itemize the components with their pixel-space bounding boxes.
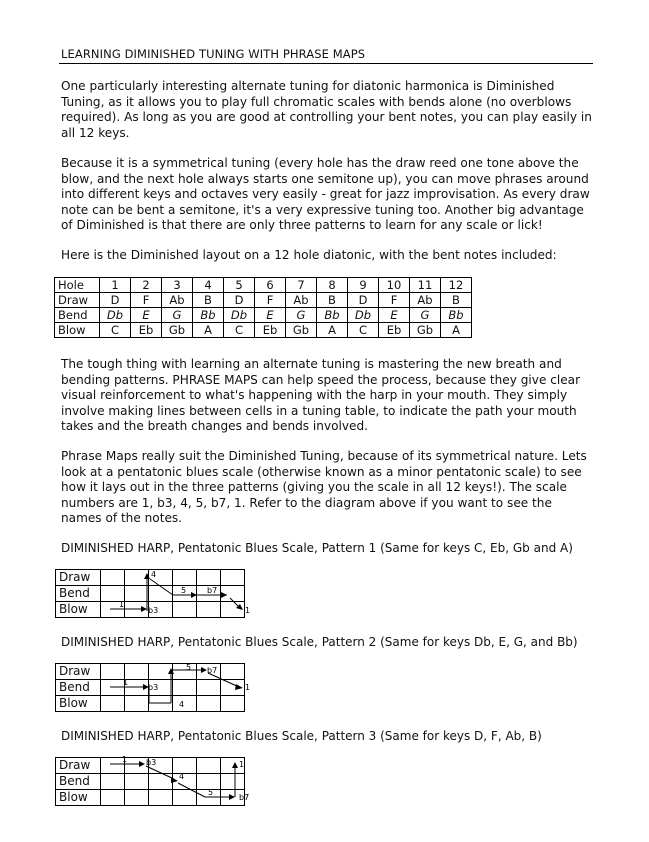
tuning-cell: 2: [131, 278, 162, 293]
tuning-cell: A: [317, 323, 348, 338]
map-2-label-d: 5: [186, 663, 192, 672]
tuning-row-bend: [55, 308, 472, 323]
map-row-label: Draw: [56, 570, 101, 586]
map-2-label-f: 1: [245, 683, 251, 692]
map-row-label: Blow: [56, 696, 101, 712]
tuning-cell: 10: [379, 278, 410, 293]
map-row-label: Draw: [56, 758, 101, 774]
tuning-cell: D: [348, 293, 379, 308]
phrase-map-1-path: [55, 569, 315, 619]
tuning-cell: D: [100, 293, 131, 308]
tuning-cell: C: [100, 323, 131, 338]
tuning-row-blow: [55, 323, 472, 338]
paragraph-phrase-maps: The tough thing with learning an alternate tuning is mastering the new breath and bending patterns. PHRASE MAPS can help speed the process, because they give clear visual reinforcement to what's happening with the harp in your mouth. They simply involve making lines between cells in a tuning table, to indicate the path your mouth takes and the breath changes and bends involved.: [61, 357, 581, 433]
tuning-cell: F: [379, 293, 410, 308]
tuning-row-label: Bend: [55, 308, 100, 323]
tuning-cell: D: [224, 293, 255, 308]
tuning-cell: 1: [100, 278, 131, 293]
tuning-row-label: Blow: [55, 323, 100, 338]
tuning-cell: 4: [193, 278, 224, 293]
tuning-cell: E: [379, 308, 410, 323]
tuning-cell: Bb: [193, 308, 224, 323]
map-1-label-f: 1: [245, 606, 251, 615]
paragraph-layout-intro: Here is the Diminished layout on a 12 hole diatonic, with the bent notes included:: [61, 248, 557, 262]
tuning-cell: Gb: [286, 323, 317, 338]
map-2-label-c: 4: [179, 700, 185, 709]
title-divider: [59, 63, 593, 64]
tuning-cell: Ab: [286, 293, 317, 308]
tuning-cell: Bb: [317, 308, 348, 323]
tuning-header-row: [55, 278, 472, 293]
phrase-map-2-path: [55, 663, 315, 713]
phrase-map-pattern-2: [55, 663, 251, 712]
map-1-label-e: b7: [207, 586, 218, 595]
tuning-cell: G: [410, 308, 441, 323]
tuning-cell: E: [255, 308, 286, 323]
map-2-label-a: 1: [123, 678, 129, 687]
tuning-cell: Db: [348, 308, 379, 323]
map-row-label: Bend: [56, 586, 101, 602]
tuning-cell: A: [193, 323, 224, 338]
map-3-label-d: 5: [208, 788, 214, 797]
phrase-map-pattern-1: [55, 569, 251, 618]
tuning-cell: 6: [255, 278, 286, 293]
map-1-label-a: 1: [119, 600, 125, 609]
map-1-label-b: b3: [148, 606, 159, 615]
map-3-label-e: b7: [239, 793, 250, 802]
tuning-cell: Bb: [441, 308, 472, 323]
tuning-cell: 7: [286, 278, 317, 293]
tuning-row-label: Hole: [55, 278, 100, 293]
tuning-row-draw: [55, 293, 472, 308]
map-row-label: Blow: [56, 790, 101, 806]
map-2-label-b: b3: [148, 683, 159, 692]
tuning-cell: F: [255, 293, 286, 308]
map-row-label: Bend: [56, 680, 101, 696]
tuning-cell: B: [441, 293, 472, 308]
tuning-cell: B: [317, 293, 348, 308]
phrase-map-pattern-3: [55, 755, 250, 806]
tuning-cell: Db: [224, 308, 255, 323]
document-title: LEARNING DIMINISHED TUNING WITH PHRASE MAPS: [61, 47, 366, 61]
pattern-1-heading: DIMINISHED HARP, Pentatonic Blues Scale, Pattern 1 (Same for keys C, Eb, Gb and A): [61, 541, 573, 555]
map-3-label-f: 1: [239, 760, 245, 769]
tuning-cell: G: [286, 308, 317, 323]
tuning-row-label: Draw: [55, 293, 100, 308]
tuning-cell: 9: [348, 278, 379, 293]
tuning-cell: G: [162, 308, 193, 323]
map-1-label-c: 4: [151, 570, 157, 579]
tuning-cell: 11: [410, 278, 441, 293]
tuning-cell: C: [224, 323, 255, 338]
map-3-label-c: 4: [179, 772, 185, 781]
map-row-label: Draw: [56, 664, 101, 680]
tuning-cell: Ab: [410, 293, 441, 308]
tuning-cell: C: [348, 323, 379, 338]
tuning-cell: Eb: [131, 323, 162, 338]
tuning-table: [54, 277, 472, 338]
map-3-label-b: b3: [146, 758, 157, 767]
tuning-cell: 3: [162, 278, 193, 293]
tuning-cell: 5: [224, 278, 255, 293]
map-1-label-d: 5: [181, 586, 187, 595]
tuning-cell: Eb: [255, 323, 286, 338]
phrase-map-3-path: [55, 757, 315, 807]
pattern-2-heading: DIMINISHED HARP, Pentatonic Blues Scale, Pattern 2 (Same for keys Db, E, G, and Bb): [61, 635, 578, 649]
tuning-cell: E: [131, 308, 162, 323]
pattern-3-heading: DIMINISHED HARP, Pentatonic Blues Scale, Pattern 3 (Same for keys D, F, Ab, B): [61, 729, 542, 743]
tuning-cell: Ab: [162, 293, 193, 308]
tuning-cell: B: [193, 293, 224, 308]
map-2-label-e: b7: [207, 666, 218, 675]
map-row-label: Bend: [56, 774, 101, 790]
paragraph-pentatonic: Phrase Maps really suit the Diminished Tuning, because of its symmetrical nature. Lets look at a pentatonic blues scale (otherwise known as a minor pentatonic scale) to see how it lays out in the three patterns (giving you the scale in all 12 keys!). The scale numbers are 1, b3, 4, 5, b7, 1. Refer to the diagram above if you want to see the names of the notes.: [61, 449, 587, 525]
tuning-cell: 12: [441, 278, 472, 293]
tuning-cell: A: [441, 323, 472, 338]
tuning-cell: 8: [317, 278, 348, 293]
paragraph-symmetry: Because it is a symmetrical tuning (every hole has the draw reed one tone above the blow, and the next hole always starts one semitone up), you can move phrases around into different keys and octaves very easily - great for jazz improvisation. As every draw note can be bent a semitone, it's a very expressive tuning too. Another big advantage of Diminished is that there are only three patterns to learn for any scale or lick!: [61, 156, 590, 232]
paragraph-intro: One particularly interesting alternate tuning for diatonic harmonica is Diminished Tuning, as it allows you to play full chromatic scales with bends alone (no overblows required). As long as you are good at controlling your bent notes, you can play easily in all 12 keys.: [61, 79, 592, 140]
tuning-cell: Db: [100, 308, 131, 323]
map-3-label-a: 1: [122, 755, 128, 764]
tuning-cell: Gb: [162, 323, 193, 338]
tuning-cell: F: [131, 293, 162, 308]
tuning-cell: Eb: [379, 323, 410, 338]
map-row-label: Blow: [56, 602, 101, 618]
tuning-cell: Gb: [410, 323, 441, 338]
